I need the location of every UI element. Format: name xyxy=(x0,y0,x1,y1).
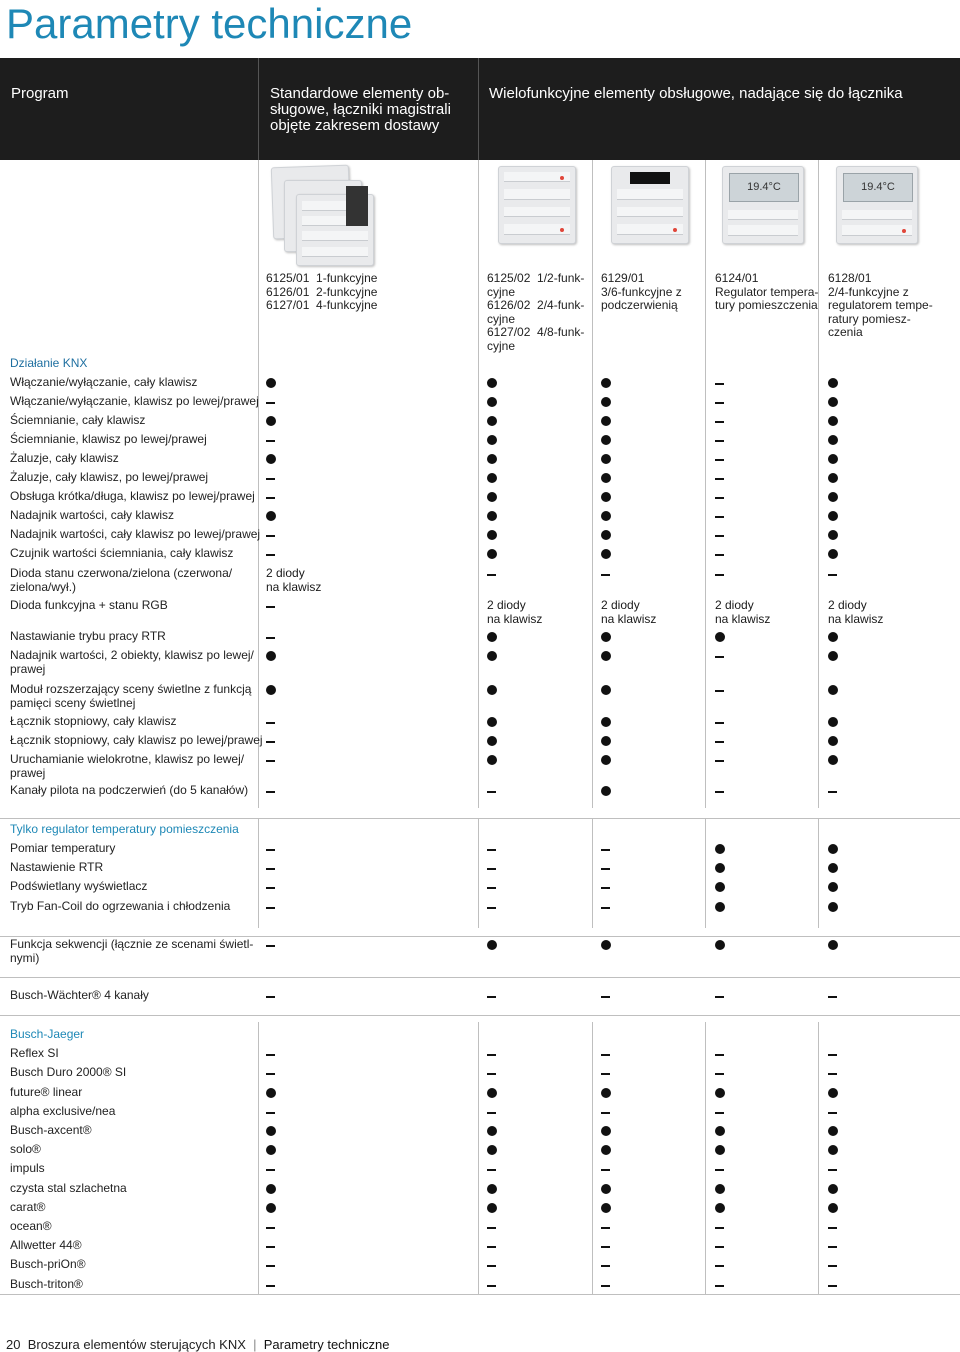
not-supported-dash-icon xyxy=(266,849,275,851)
supported-dot-icon xyxy=(715,1126,725,1136)
bj_rows-row-label: alpha exclusive/nea xyxy=(10,1104,116,1118)
supported-dot-icon xyxy=(828,717,838,727)
not-supported-dash-icon xyxy=(266,497,275,499)
supported-dot-icon xyxy=(601,651,611,661)
page-number: 20 xyxy=(6,1337,21,1352)
supported-dot-icon xyxy=(487,940,497,950)
not-supported-dash-icon xyxy=(715,459,724,461)
bj_rows-row-label: Busch-axcent® xyxy=(10,1123,92,1137)
not-supported-dash-icon xyxy=(715,440,724,442)
not-supported-dash-icon xyxy=(828,1073,837,1075)
not-supported-dash-icon xyxy=(828,996,837,998)
grid-line xyxy=(258,1022,259,1294)
supported-dot-icon xyxy=(266,1126,276,1136)
not-supported-dash-icon xyxy=(266,440,275,442)
not-supported-dash-icon xyxy=(715,1073,724,1075)
supported-dot-icon xyxy=(715,1088,725,1098)
supported-dot-icon xyxy=(828,416,838,426)
rows-row-label: Łącznik stopniowy, cały klawisz po lewej/prawej xyxy=(10,733,263,747)
bj_rows-row-label: solo® xyxy=(10,1142,41,1156)
grid-line xyxy=(705,818,706,928)
supported-dot-icon xyxy=(828,435,838,445)
grid-line xyxy=(478,818,479,928)
grid-line xyxy=(478,160,479,808)
supported-dot-icon xyxy=(828,549,838,559)
supported-dot-icon xyxy=(487,416,497,426)
not-supported-dash-icon xyxy=(487,791,496,793)
grid-line xyxy=(818,1022,819,1294)
section-knx: Działanie KNX xyxy=(10,356,88,370)
supported-dot-icon xyxy=(715,632,725,642)
not-supported-dash-icon xyxy=(266,907,275,909)
not-supported-dash-icon xyxy=(828,1246,837,1248)
supported-dot-icon xyxy=(601,755,611,765)
product-image-6128-01 xyxy=(836,166,918,244)
supported-dot-icon xyxy=(601,786,611,796)
not-supported-dash-icon xyxy=(715,478,724,480)
supported-dot-icon xyxy=(601,511,611,521)
supported-dot-icon xyxy=(828,882,838,892)
grid-line xyxy=(592,1022,593,1294)
page-title: Parametry techniczne xyxy=(6,0,413,47)
supported-dot-icon xyxy=(715,1203,725,1213)
rtr_rows-row-label: Tryb Fan-Coil do ogrzewania i chłodzenia xyxy=(10,899,231,913)
not-supported-dash-icon xyxy=(487,849,496,851)
supported-dot-icon xyxy=(601,473,611,483)
thermostat-display: 19.4°C xyxy=(843,173,912,202)
supported-dot-icon xyxy=(715,1184,725,1194)
supported-dot-icon xyxy=(266,511,276,521)
supported-dot-icon xyxy=(828,902,838,912)
supported-dot-icon xyxy=(487,632,497,642)
supported-dot-icon xyxy=(828,378,838,388)
not-supported-dash-icon xyxy=(487,1112,496,1114)
product-desc-3: 6129/01 3/6-funkcyjne z podczerwienią xyxy=(601,271,682,312)
not-supported-dash-icon xyxy=(601,574,610,576)
header-program: Program xyxy=(11,85,69,102)
not-supported-dash-icon xyxy=(828,1227,837,1229)
supported-dot-icon xyxy=(266,1088,276,1098)
thermostat-display: 19.4°C xyxy=(729,173,798,202)
supported-dot-icon xyxy=(715,1145,725,1155)
product-image-6124-01 xyxy=(722,166,804,244)
not-supported-dash-icon xyxy=(715,656,724,658)
product-desc-4: 6124/01 Regulator tempera- tury pomieszczenia xyxy=(715,271,819,312)
supported-dot-icon xyxy=(601,492,611,502)
header-multifunction: Wielofunkcyjne elementy obsługowe, nadające się do łącznika xyxy=(489,85,903,102)
not-supported-dash-icon xyxy=(266,1169,275,1171)
not-supported-dash-icon xyxy=(828,1112,837,1114)
supported-dot-icon xyxy=(601,397,611,407)
supported-dot-icon xyxy=(828,511,838,521)
grid-line xyxy=(818,160,819,808)
bj_rows-row-label: carat® xyxy=(10,1200,46,1214)
not-supported-dash-icon xyxy=(715,1246,724,1248)
not-supported-dash-icon xyxy=(715,1265,724,1267)
not-supported-dash-icon xyxy=(715,516,724,518)
not-supported-dash-icon xyxy=(715,996,724,998)
not-supported-dash-icon xyxy=(487,1285,496,1287)
not-supported-dash-icon xyxy=(715,741,724,743)
not-supported-dash-icon xyxy=(487,1073,496,1075)
not-supported-dash-icon xyxy=(715,1169,724,1171)
not-supported-dash-icon xyxy=(266,1285,275,1287)
grid-line xyxy=(592,160,593,808)
supported-dot-icon xyxy=(601,736,611,746)
section-busch-jaeger: Busch-Jaeger xyxy=(10,1027,85,1041)
rtr_rows-row-label: Podświetlany wyświetlacz xyxy=(10,879,148,893)
not-supported-dash-icon xyxy=(601,907,610,909)
not-supported-dash-icon xyxy=(266,722,275,724)
supported-dot-icon xyxy=(601,685,611,695)
supported-dot-icon xyxy=(828,1126,838,1136)
not-supported-dash-icon xyxy=(601,1073,610,1075)
supported-dot-icon xyxy=(266,1184,276,1194)
product-image-6127-02 xyxy=(498,166,576,244)
rows-row-label: Łącznik stopniowy, cały klawisz xyxy=(10,714,177,728)
supported-dot-icon xyxy=(487,473,497,483)
not-supported-dash-icon xyxy=(715,554,724,556)
supported-dot-icon xyxy=(487,530,497,540)
grid-line xyxy=(705,160,706,808)
supported-dot-icon xyxy=(266,651,276,661)
header-divider xyxy=(258,58,259,160)
not-supported-dash-icon xyxy=(715,760,724,762)
supported-dot-icon xyxy=(487,397,497,407)
section-rtr: Tylko regulator temperatury pomieszczenia xyxy=(10,822,239,836)
table-header xyxy=(0,58,960,160)
product-image-6129-01 xyxy=(611,166,689,244)
supported-dot-icon xyxy=(487,1088,497,1098)
supported-dot-icon xyxy=(487,685,497,695)
not-supported-dash-icon xyxy=(487,574,496,576)
rtr_rows-row-label: Nastawienie RTR xyxy=(10,860,104,874)
not-supported-dash-icon xyxy=(266,554,275,556)
not-supported-dash-icon xyxy=(266,1265,275,1267)
rows-row-label: Nadajnik wartości, cały klawisz xyxy=(10,508,175,522)
bj_rows-row-label: Busch-triton® xyxy=(10,1277,83,1291)
not-supported-dash-icon xyxy=(266,1054,275,1056)
product-images xyxy=(0,160,960,268)
bj_rows-row-label: czysta stal szlachetna xyxy=(10,1181,127,1195)
supported-dot-icon xyxy=(487,511,497,521)
supported-dot-icon xyxy=(266,416,276,426)
not-supported-dash-icon xyxy=(715,497,724,499)
footer-separator: | xyxy=(253,1337,257,1352)
supported-dot-icon xyxy=(601,717,611,727)
not-supported-dash-icon xyxy=(715,791,724,793)
not-supported-dash-icon xyxy=(715,1112,724,1114)
supported-dot-icon xyxy=(828,492,838,502)
not-supported-dash-icon xyxy=(266,868,275,870)
cell-value: 2 diody na klawisz xyxy=(828,598,884,626)
not-supported-dash-icon xyxy=(601,868,610,870)
not-supported-dash-icon xyxy=(715,1227,724,1229)
supported-dot-icon xyxy=(601,378,611,388)
bj_rows-row-label: future® linear xyxy=(10,1085,83,1099)
supported-dot-icon xyxy=(487,717,497,727)
supported-dot-icon xyxy=(601,1184,611,1194)
bj_rows-row-label: impuls xyxy=(10,1161,45,1175)
product-desc-5: 6128/01 2/4-funkcyjne z regulatorem tempe- ratury pomiesz- czenia xyxy=(828,271,933,339)
rows-row-label: Obsługa krótka/długa, klawisz po lewej/prawej xyxy=(10,489,255,503)
supported-dot-icon xyxy=(601,1088,611,1098)
not-supported-dash-icon xyxy=(715,690,724,692)
supported-dot-icon xyxy=(828,1203,838,1213)
supported-dot-icon xyxy=(487,1184,497,1194)
not-supported-dash-icon xyxy=(828,791,837,793)
not-supported-dash-icon xyxy=(601,1265,610,1267)
rows-row-label: Włączanie/wyłączanie, cały klawisz xyxy=(10,375,198,389)
supported-dot-icon xyxy=(266,685,276,695)
supported-dot-icon xyxy=(487,454,497,464)
supported-dot-icon xyxy=(828,755,838,765)
grid-line xyxy=(592,818,593,928)
bj_rows-row-label: ocean® xyxy=(10,1219,52,1233)
rows-row-label: Czujnik wartości ściemniania, cały klawisz xyxy=(10,546,234,560)
rows-row-label: Włączanie/wyłączanie, klawisz po lewej/prawej xyxy=(10,394,259,408)
supported-dot-icon xyxy=(487,549,497,559)
supported-dot-icon xyxy=(601,632,611,642)
grid-line xyxy=(818,818,819,928)
rows-row-label: Nadajnik wartości, 2 obiekty, klawisz po lewej/ prawej xyxy=(10,648,254,676)
rows-row-label: Ściemnianie, cały klawisz xyxy=(10,413,146,427)
supported-dot-icon xyxy=(487,736,497,746)
supported-dot-icon xyxy=(601,1126,611,1136)
rows-row-label: Dioda funkcyjna + stanu RGB xyxy=(10,598,168,612)
rows-row-label: Kanały pilota na podczerwień (do 5 kanałów) xyxy=(10,783,249,797)
rtr_rows-row-label: Pomiar temperatury xyxy=(10,841,116,855)
not-supported-dash-icon xyxy=(601,1112,610,1114)
rows-row-label: Żaluzje, cały klawisz, po lewej/prawej xyxy=(10,470,209,484)
header-standard: Standardowe elementy ob- sługowe, łączniki magistrali objęte zakresem dostawy xyxy=(270,85,451,134)
supported-dot-icon xyxy=(487,492,497,502)
rows-row-label: Nastawianie trybu pracy RTR xyxy=(10,629,166,643)
supported-dot-icon xyxy=(487,378,497,388)
not-supported-dash-icon xyxy=(487,1246,496,1248)
not-supported-dash-icon xyxy=(266,945,275,947)
supported-dot-icon xyxy=(601,454,611,464)
bj_rows-row-label: Busch-priOn® xyxy=(10,1257,86,1271)
supported-dot-icon xyxy=(601,940,611,950)
supported-dot-icon xyxy=(828,863,838,873)
section-divider xyxy=(0,818,960,819)
rows-row-label: Żaluzje, cały klawisz xyxy=(10,451,119,465)
cell-value: 2 diody na klawisz xyxy=(601,598,657,626)
not-supported-dash-icon xyxy=(715,421,724,423)
not-supported-dash-icon xyxy=(266,402,275,404)
not-supported-dash-icon xyxy=(487,868,496,870)
supported-dot-icon xyxy=(715,940,725,950)
not-supported-dash-icon xyxy=(828,1285,837,1287)
supported-dot-icon xyxy=(601,416,611,426)
supported-dot-icon xyxy=(828,1145,838,1155)
header-divider xyxy=(478,58,479,160)
not-supported-dash-icon xyxy=(266,1227,275,1229)
supported-dot-icon xyxy=(601,1145,611,1155)
supported-dot-icon xyxy=(487,1203,497,1213)
section-divider xyxy=(0,1294,960,1295)
not-supported-dash-icon xyxy=(266,791,275,793)
grid-line xyxy=(258,160,259,808)
not-supported-dash-icon xyxy=(266,1112,275,1114)
rows-row-label: Dioda stanu czerwona/zielona (czerwona/ zielona/wył.) xyxy=(10,566,233,594)
cell-value: 2 diody na klawisz xyxy=(715,598,771,626)
supported-dot-icon xyxy=(828,454,838,464)
supported-dot-icon xyxy=(266,378,276,388)
_tmp.seq-row-label: Funkcja sekwencji (łącznie ze scenami świetl- nymi) xyxy=(10,937,254,965)
not-supported-dash-icon xyxy=(487,996,496,998)
supported-dot-icon xyxy=(266,1145,276,1155)
supported-dot-icon xyxy=(487,435,497,445)
not-supported-dash-icon xyxy=(715,383,724,385)
not-supported-dash-icon xyxy=(828,1265,837,1267)
not-supported-dash-icon xyxy=(601,1054,610,1056)
not-supported-dash-icon xyxy=(715,1054,724,1056)
not-supported-dash-icon xyxy=(266,996,275,998)
not-supported-dash-icon xyxy=(487,1169,496,1171)
not-supported-dash-icon xyxy=(266,478,275,480)
not-supported-dash-icon xyxy=(266,637,275,639)
not-supported-dash-icon xyxy=(601,996,610,998)
rows-row-label: Moduł rozszerzający sceny świetlne z funkcją pamięci sceny świetlnej xyxy=(10,682,252,710)
not-supported-dash-icon xyxy=(266,887,275,889)
not-supported-dash-icon xyxy=(487,1054,496,1056)
supported-dot-icon xyxy=(715,882,725,892)
supported-dot-icon xyxy=(487,1145,497,1155)
supported-dot-icon xyxy=(601,435,611,445)
rows-row-label: Ściemnianie, klawisz po lewej/prawej xyxy=(10,432,207,446)
grid-line xyxy=(705,1022,706,1294)
not-supported-dash-icon xyxy=(601,1246,610,1248)
supported-dot-icon xyxy=(487,651,497,661)
bj_rows-row-label: Reflex SI xyxy=(10,1046,59,1060)
cell-value: 2 diody na klawisz xyxy=(487,598,543,626)
supported-dot-icon xyxy=(828,940,838,950)
supported-dot-icon xyxy=(715,844,725,854)
supported-dot-icon xyxy=(266,454,276,464)
bj_rows-row-label: Allwetter 44® xyxy=(10,1238,82,1252)
not-supported-dash-icon xyxy=(266,760,275,762)
not-supported-dash-icon xyxy=(715,574,724,576)
not-supported-dash-icon xyxy=(828,574,837,576)
not-supported-dash-icon xyxy=(601,1227,610,1229)
not-supported-dash-icon xyxy=(828,1054,837,1056)
cell-value: 2 diody na klawisz xyxy=(266,566,322,594)
supported-dot-icon xyxy=(828,736,838,746)
bus-coupler-icon xyxy=(346,186,368,226)
rows-row-label: Uruchamianie wielokrotne, klawisz po lewej/ prawej xyxy=(10,752,245,780)
supported-dot-icon xyxy=(828,685,838,695)
grid-line xyxy=(478,1022,479,1294)
not-supported-dash-icon xyxy=(487,1265,496,1267)
supported-dot-icon xyxy=(828,632,838,642)
rows-row-label: Nadajnik wartości, cały klawisz po lewej/prawej xyxy=(10,527,261,541)
supported-dot-icon xyxy=(487,755,497,765)
not-supported-dash-icon xyxy=(601,849,610,851)
supported-dot-icon xyxy=(828,530,838,540)
not-supported-dash-icon xyxy=(266,741,275,743)
supported-dot-icon xyxy=(828,1088,838,1098)
not-supported-dash-icon xyxy=(601,1169,610,1171)
not-supported-dash-icon xyxy=(266,606,275,608)
not-supported-dash-icon xyxy=(601,1285,610,1287)
supported-dot-icon xyxy=(487,1126,497,1136)
supported-dot-icon xyxy=(828,473,838,483)
supported-dot-icon xyxy=(601,530,611,540)
supported-dot-icon xyxy=(828,651,838,661)
not-supported-dash-icon xyxy=(715,722,724,724)
supported-dot-icon xyxy=(828,397,838,407)
page-footer xyxy=(6,1337,390,1352)
section-divider xyxy=(0,1015,960,1016)
not-supported-dash-icon xyxy=(487,1227,496,1229)
brochure-title: Broszura elementów sterujących KNX xyxy=(27,1337,246,1352)
supported-dot-icon xyxy=(715,863,725,873)
not-supported-dash-icon xyxy=(715,402,724,404)
not-supported-dash-icon xyxy=(266,1073,275,1075)
product-desc-1: 6125/01 1-funkcyjne 6126/01 2-funkcyjne 6127/01 4-funkcyjne xyxy=(266,271,378,312)
not-supported-dash-icon xyxy=(601,887,610,889)
not-supported-dash-icon xyxy=(828,1169,837,1171)
not-supported-dash-icon xyxy=(487,907,496,909)
supported-dot-icon xyxy=(601,549,611,559)
bj_rows-row-label: Busch Duro 2000® SI xyxy=(10,1065,127,1079)
not-supported-dash-icon xyxy=(266,1246,275,1248)
product-desc-2: 6125/02 1/2-funk- cyjne 6126/02 2/4-funk- cyjne 6127/02 4/8-funk- cyjne xyxy=(487,271,585,353)
not-supported-dash-icon xyxy=(715,1285,724,1287)
supported-dot-icon xyxy=(828,1184,838,1194)
section-divider xyxy=(0,977,960,978)
supported-dot-icon xyxy=(715,902,725,912)
supported-dot-icon xyxy=(601,1203,611,1213)
not-supported-dash-icon xyxy=(487,887,496,889)
not-supported-dash-icon xyxy=(715,535,724,537)
supported-dot-icon xyxy=(266,1203,276,1213)
_tmp.wachter-row-label: Busch-Wächter® 4 kanały xyxy=(10,988,149,1002)
not-supported-dash-icon xyxy=(266,535,275,537)
grid-line xyxy=(258,818,259,928)
footer-section: Parametry techniczne xyxy=(263,1337,390,1352)
supported-dot-icon xyxy=(828,844,838,854)
